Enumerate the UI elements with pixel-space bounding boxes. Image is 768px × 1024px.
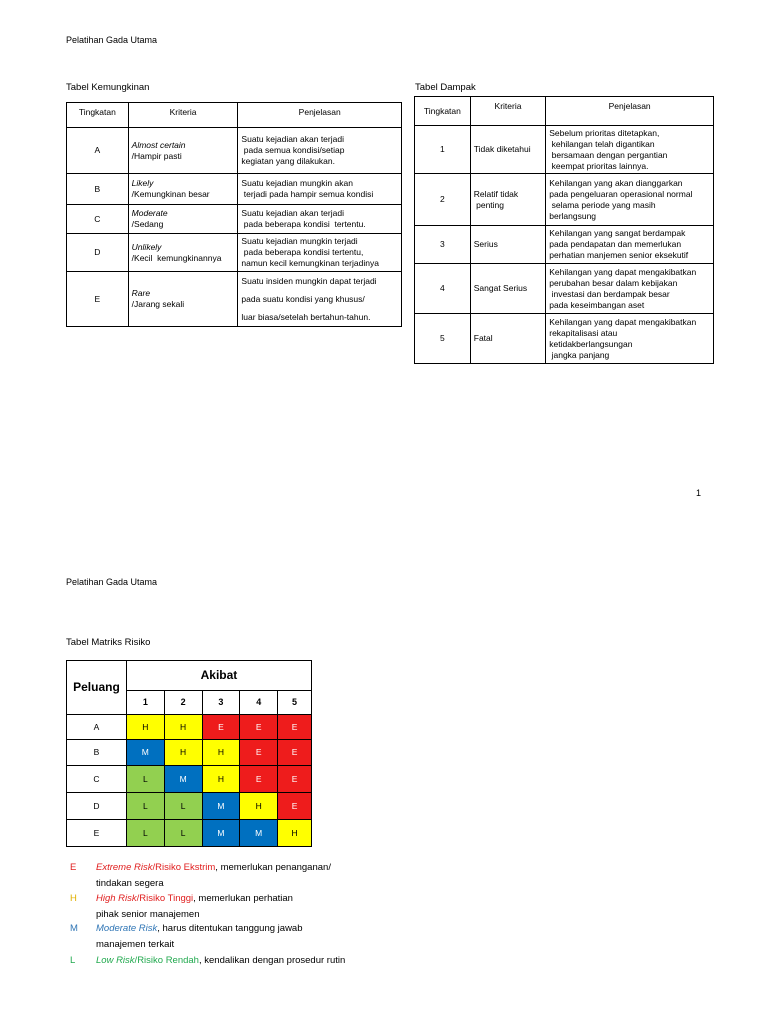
risk-cell: E	[240, 715, 278, 740]
explanation-line: luar biasa/setelah bertahun-tahun.	[241, 312, 371, 322]
table-row	[415, 226, 714, 264]
table-row	[415, 174, 714, 226]
table-row	[415, 126, 714, 174]
likelihood-level-label: A	[67, 715, 127, 740]
risk-cell: L	[164, 793, 202, 820]
table-row	[67, 174, 402, 205]
explanation-cell	[546, 126, 714, 174]
explanation-line: pada suatu kondisi yang khusus/	[241, 294, 365, 304]
criteria-cell: Fatal	[470, 314, 546, 364]
explanation-line: kehilangan telah digantikan	[549, 138, 655, 149]
risk-cell: H	[126, 715, 164, 740]
risk-cell: E	[278, 740, 312, 766]
level-cell: 3	[415, 226, 471, 264]
explanation-line: pada beberapa kondisi tertentu.	[241, 219, 366, 229]
explanation-cell	[546, 174, 714, 226]
risk-cell: M	[240, 820, 278, 847]
column-axis-header: Akibat	[126, 661, 311, 691]
level-cell: B	[67, 174, 129, 205]
table-row	[67, 205, 402, 234]
page-number: 1	[696, 488, 702, 498]
risk-cell: E	[278, 793, 312, 820]
criteria-cell: Serius	[470, 226, 546, 264]
criteria-cell	[128, 205, 238, 234]
column-header: Penjelasan	[238, 103, 402, 128]
criteria-cell	[128, 174, 238, 205]
criteria-cell	[128, 234, 238, 272]
criteria-id: /Sedang	[131, 219, 164, 229]
explanation-line: perubahan besar dalam kebijakan	[549, 277, 678, 288]
column-header: Kriteria	[470, 97, 546, 126]
table-row	[415, 264, 714, 314]
explanation-cell	[546, 264, 714, 314]
risk-cell: E	[278, 766, 312, 793]
explanation-line: Kehilangan yang dapat mengakibatkan	[549, 266, 697, 277]
row-axis-header: Peluang	[67, 661, 127, 715]
explanation-line: pada pendapatan dan memerlukan	[549, 239, 682, 249]
explanation-cell	[238, 205, 402, 234]
explanation-line: Suatu kejadian akan terjadi	[241, 134, 344, 144]
risk-cell: L	[164, 820, 202, 847]
legend-rest: , memerlukan penanganan/	[215, 862, 331, 873]
impact-table-title: Tabel Dampak	[415, 82, 476, 93]
legend-code: H	[70, 893, 77, 904]
table-row	[415, 314, 714, 364]
likelihood-table	[66, 102, 402, 327]
legend-code: E	[70, 862, 77, 873]
criteria-en: Unlikely	[131, 241, 162, 252]
legend-rest: , harus ditentukan tanggung jawab	[157, 923, 303, 934]
impact-level-label: 5	[278, 691, 312, 715]
column-header: Tingkatan	[67, 103, 129, 128]
likelihood-level-label: E	[67, 820, 127, 847]
legend-text	[96, 955, 345, 966]
explanation-line: Suatu kejadian mungkin akan	[241, 178, 353, 188]
risk-cell: E	[240, 740, 278, 766]
risk-matrix	[66, 660, 312, 847]
risk-cell: E	[202, 715, 240, 740]
table-row	[67, 128, 402, 174]
matrix-row	[67, 793, 312, 820]
legend-text	[96, 862, 331, 873]
criteria-id: /Kecil kemungkinannya	[131, 252, 222, 263]
explanation-line: pada keseimbangan aset	[549, 299, 645, 310]
risk-cell: M	[126, 740, 164, 766]
legend-en: Extreme Risk	[96, 862, 153, 873]
legend-sep: /	[136, 893, 140, 904]
risk-cell: M	[202, 820, 240, 847]
level-cell: 2	[415, 174, 471, 226]
legend-rest: , memerlukan perhatian	[193, 893, 293, 904]
explanation-line: pada beberapa kondisi tertentu,	[241, 247, 364, 257]
column-header: Tingkatan	[415, 97, 471, 126]
explanation-cell	[546, 314, 714, 364]
explanation-line: perhatian manjemen senior eksekutif	[549, 250, 689, 260]
explanation-line: Suatu insiden mungkin dapat terjadi	[241, 276, 377, 286]
table-row	[67, 272, 402, 327]
risk-cell: E	[240, 766, 278, 793]
criteria-cell: Relatif tidak penting	[470, 174, 546, 226]
level-cell: 5	[415, 314, 471, 364]
criteria-cell: Sangat Serius	[470, 264, 546, 314]
table-row	[67, 234, 402, 272]
explanation-cell	[238, 234, 402, 272]
impact-level-label: 3	[202, 691, 240, 715]
risk-cell: H	[164, 740, 202, 766]
explanation-line: Suatu kejadian mungkin terjadi	[241, 236, 358, 246]
risk-matrix-title: Tabel Matriks Risiko	[66, 637, 151, 648]
legend-id: Risiko Ekstrim	[155, 862, 216, 873]
risk-cell: H	[164, 715, 202, 740]
criteria-cell	[128, 272, 238, 327]
risk-cell: L	[126, 766, 164, 793]
risk-cell: H	[278, 820, 312, 847]
explanation-cell	[546, 226, 714, 264]
explanation-line: terjadi pada hampir semua kondisi	[241, 189, 374, 199]
level-cell: A	[67, 128, 129, 174]
risk-cell: M	[164, 766, 202, 793]
criteria-id: /Hampir pasti	[131, 150, 182, 161]
explanation-line: Sebelum prioritas ditetapkan,	[549, 127, 660, 138]
matrix-row	[67, 715, 312, 740]
explanation-line: jangka panjang	[549, 349, 610, 360]
matrix-row	[67, 820, 312, 847]
explanation-line: rekapitalisasi atau	[549, 327, 618, 338]
explanation-line: berlangsung	[549, 210, 597, 221]
risk-cell: H	[240, 793, 278, 820]
criteria-cell	[128, 128, 238, 174]
explanation-cell	[238, 174, 402, 205]
explanation-line: Suatu kejadian akan terjadi	[241, 208, 344, 218]
level-cell: 1	[415, 126, 471, 174]
legend-id: Risiko Tinggi	[139, 893, 194, 904]
explanation-line: kegiatan yang dilakukan.	[241, 156, 335, 166]
legend-en: Low Risk	[96, 955, 135, 966]
explanation-line: Kehilangan yang dapat mengakibatkan	[549, 316, 697, 327]
explanation-line: pada pengeluaran operasional normal	[549, 188, 693, 199]
explanation-line: ketidakberlangsungan	[549, 338, 633, 349]
risk-cell: H	[202, 740, 240, 766]
explanation-line: selama periode yang masih	[549, 199, 656, 210]
likelihood-table-title: Tabel Kemungkinan	[66, 82, 150, 93]
explanation-line: Kehilangan yang sangat berdampak	[549, 228, 686, 238]
explanation-line: namun kecil kemungkinan terjadinya	[241, 258, 379, 268]
legend-code: L	[70, 955, 76, 966]
column-header: Penjelasan	[546, 97, 714, 126]
impact-table	[414, 96, 714, 364]
impact-level-label: 4	[240, 691, 278, 715]
legend-rest: , kendalikan dengan prosedur rutin	[198, 955, 346, 966]
likelihood-level-label: C	[67, 766, 127, 793]
explanation-line: bersamaan dengan pergantian	[549, 149, 668, 160]
criteria-en: Likely	[131, 178, 154, 188]
likelihood-level-label: B	[67, 740, 127, 766]
likelihood-level-label: D	[67, 793, 127, 820]
risk-cell: L	[126, 820, 164, 847]
matrix-row	[67, 766, 312, 793]
level-cell: E	[67, 272, 129, 327]
column-header: Kriteria	[128, 103, 238, 128]
risk-cell: L	[126, 793, 164, 820]
legend-line2: pihak senior manajemen	[96, 909, 200, 920]
legend-text	[96, 923, 303, 934]
legend-en: High Risk	[96, 893, 137, 904]
criteria-id: /Jarang sekali	[131, 299, 185, 309]
explanation-line: pada semua kondisi/setiap	[241, 145, 345, 155]
criteria-en: Almost certain	[131, 139, 186, 150]
page-header: Pelatihan Gada Utama	[66, 35, 158, 45]
explanation-line: investasi dan berdampak besar	[549, 288, 670, 299]
impact-level-label: 1	[126, 691, 164, 715]
criteria-cell: Tidak diketahui	[470, 126, 546, 174]
legend-en: Moderate Risk	[96, 923, 158, 934]
legend-line2: manajemen terkait	[96, 939, 175, 950]
risk-cell: H	[202, 766, 240, 793]
explanation-cell	[238, 128, 402, 174]
level-cell: C	[67, 205, 129, 234]
legend-line2: tindakan segera	[96, 878, 164, 889]
impact-level-label: 2	[164, 691, 202, 715]
criteria-id: /Kemungkinan besar	[131, 189, 210, 199]
explanation-line: keempat prioritas lainnya.	[549, 160, 649, 171]
criteria-en: Moderate	[131, 208, 168, 218]
legend-text	[96, 893, 293, 904]
legend-id: Risiko Rendah	[137, 955, 199, 966]
risk-cell: M	[202, 793, 240, 820]
criteria-en: Rare	[131, 288, 151, 298]
risk-cell: E	[278, 715, 312, 740]
explanation-cell	[238, 272, 402, 327]
legend-sep: /	[152, 862, 156, 873]
level-cell: D	[67, 234, 129, 272]
legend-sep: /	[134, 955, 138, 966]
matrix-row	[67, 740, 312, 766]
level-cell: 4	[415, 264, 471, 314]
legend-code: M	[70, 923, 78, 934]
page-header: Pelatihan Gada Utama	[66, 577, 158, 587]
explanation-line: Kehilangan yang akan dianggarkan	[549, 177, 683, 188]
